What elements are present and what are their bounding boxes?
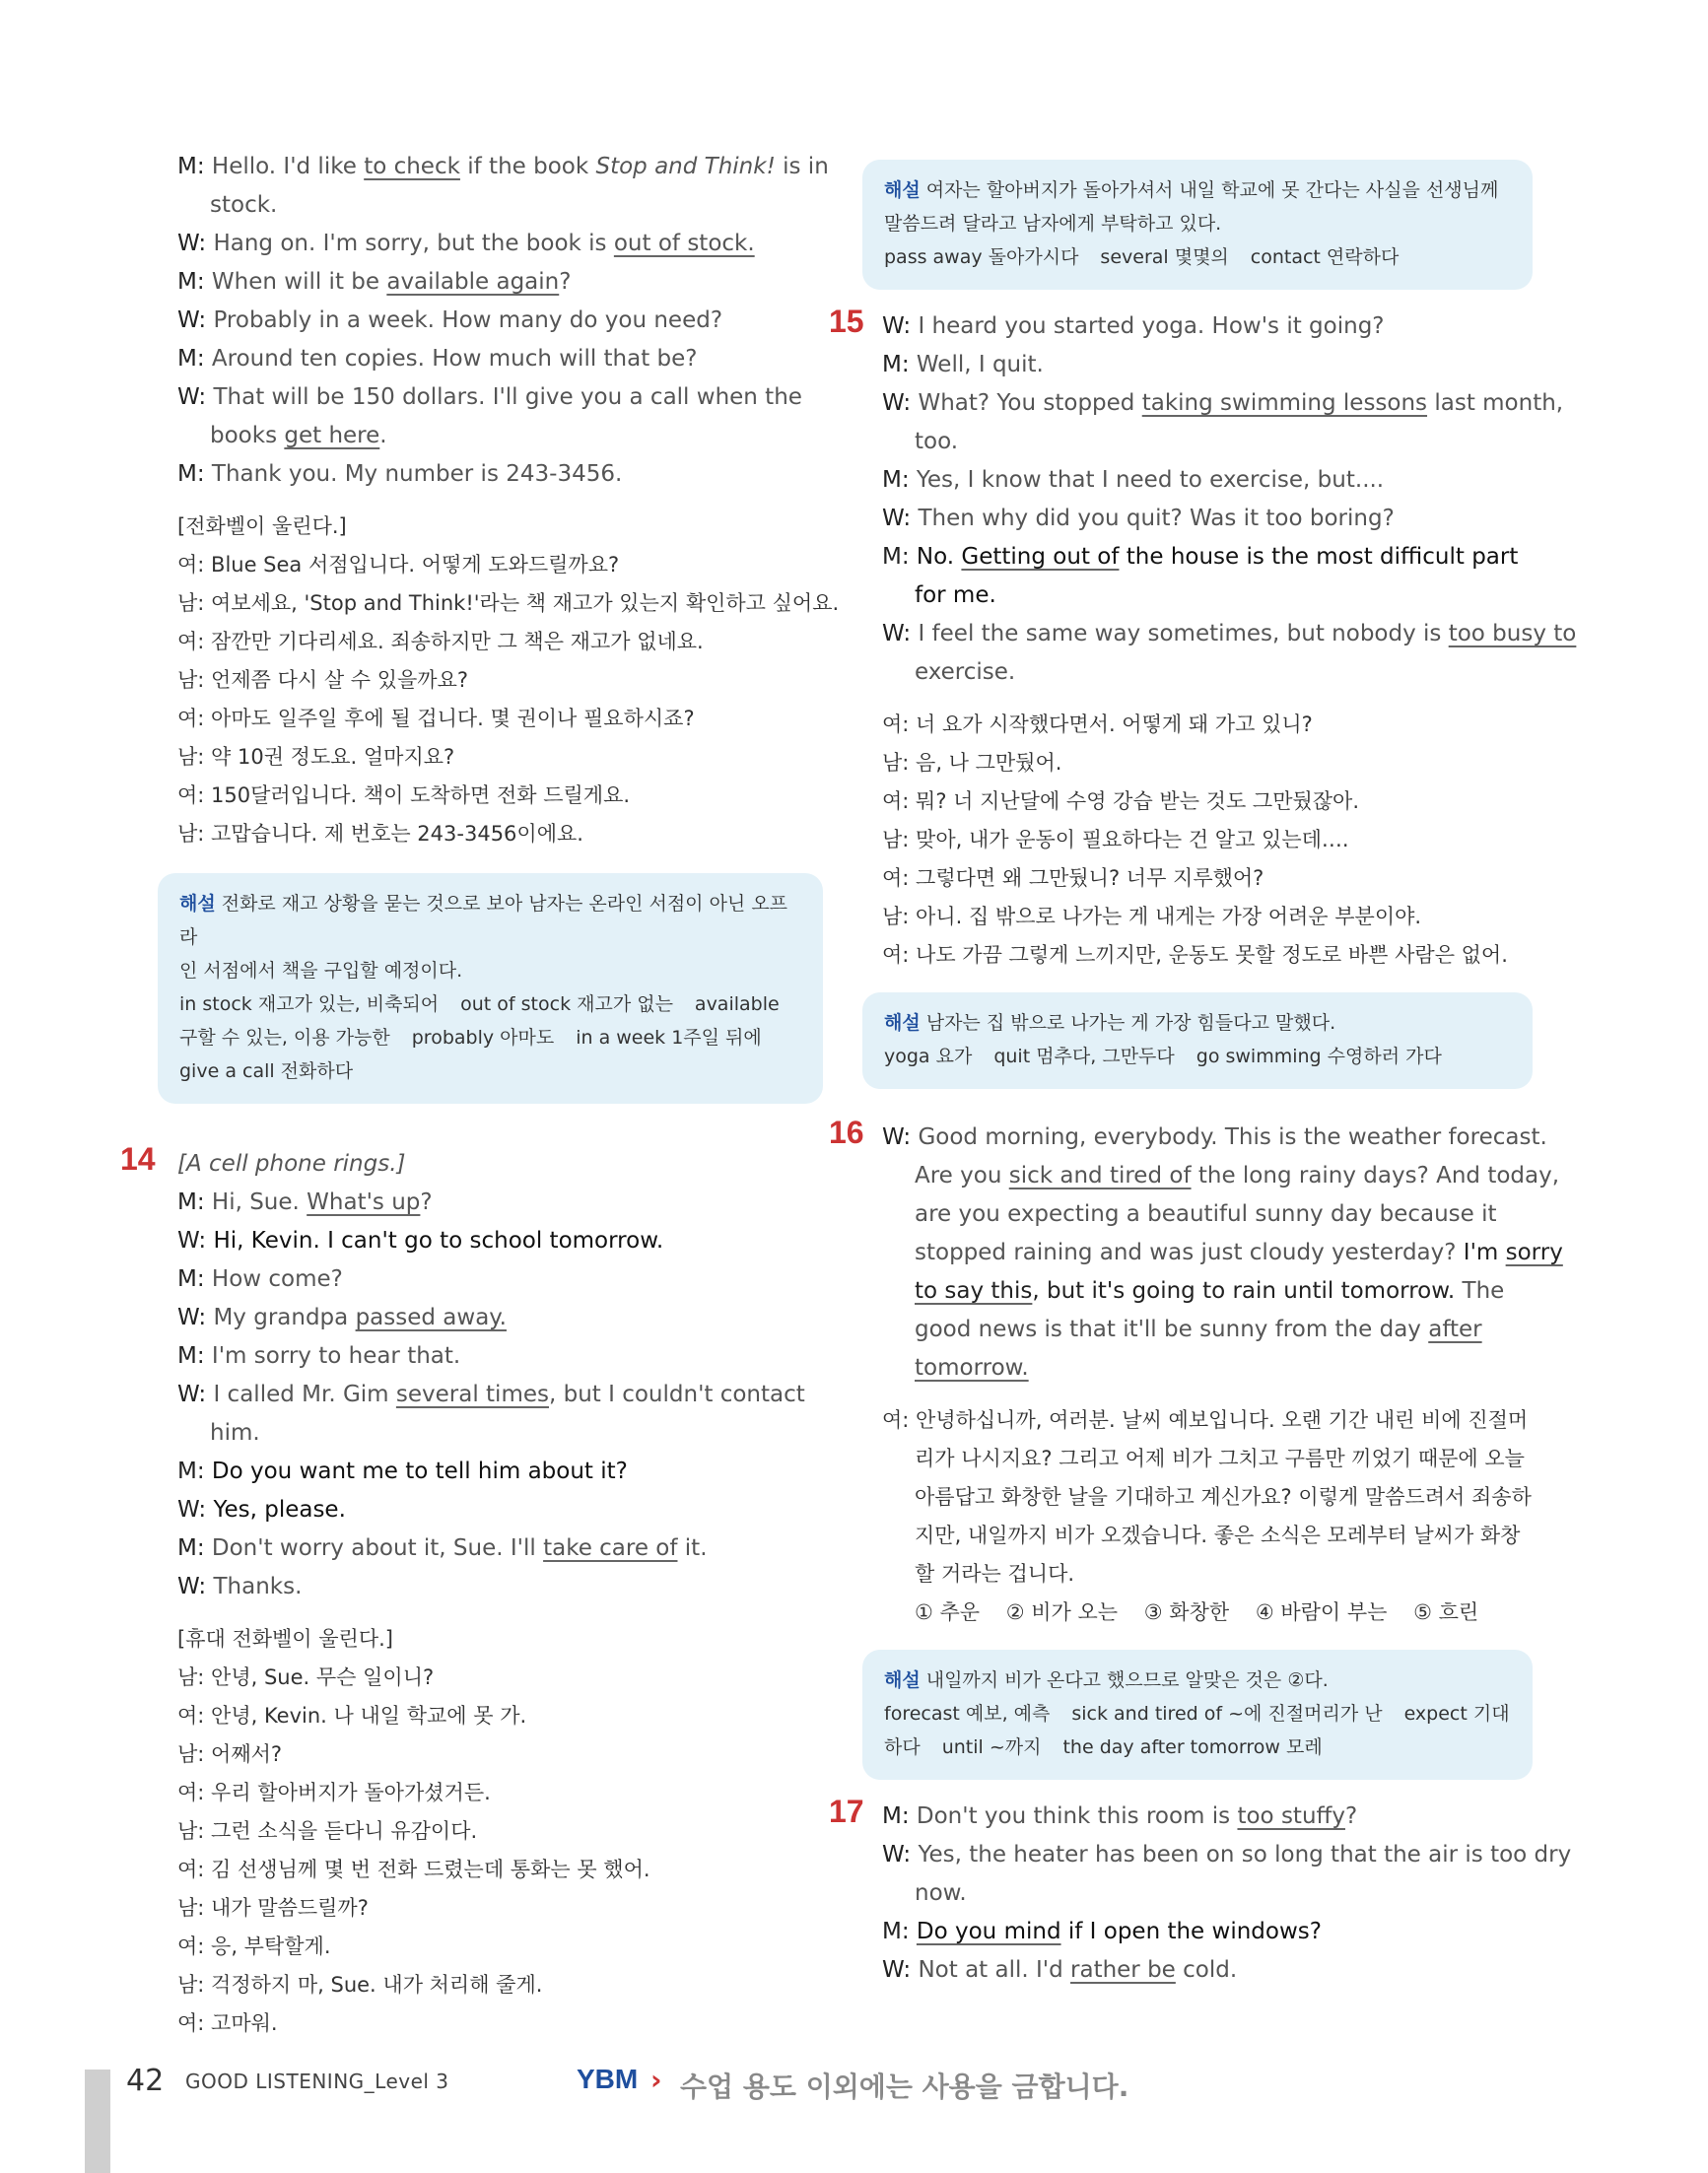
translation-line: 남: 아니. 집 밖으로 나가는 게 내게는 가장 어려운 부분이야. xyxy=(882,905,1422,928)
translation-line: 여: Blue Sea 서점입니다. 어떻게 도와드릴까요? xyxy=(177,553,620,577)
dialog-line: stopped raining and was just cloudy yesterday? I'm sorry xyxy=(915,1240,1563,1265)
dialog-line: W: Thanks. xyxy=(177,1574,303,1599)
dialog-line: M: No. Getting out of the house is the most difficult part xyxy=(882,544,1519,570)
translation-line: 여: 안녕, Kevin. 나 내일 학교에 못 가. xyxy=(177,1704,527,1728)
dialog-line: W: Good morning, everybody. This is the weather forecast. xyxy=(882,1124,1547,1150)
dialog-line: W: What? You stopped taking swimming lessons last month, xyxy=(882,390,1564,416)
explanation-box: 해설 내일까지 비가 온다고 했으므로 알맞은 것은 ②다. forecast 예보, 예측 sick and tired of ~에 진절머리가 난 expect 기대 하다 until ~까지 the day after tomorrow 모레 xyxy=(862,1650,1533,1780)
dialog-line: M: Don't worry about it, Sue. I'll take care of it. xyxy=(177,1535,708,1561)
dialog-line: for me. xyxy=(915,582,996,608)
vocab-list: forecast 예보, 예측 sick and tired of ~에 진절머리가 난 expect 기대 xyxy=(884,1703,1510,1725)
dialog-line: M: Don't you think this room is too stuffy? xyxy=(882,1803,1358,1829)
choice-4: ④ 바람이 부는 xyxy=(1255,1600,1388,1624)
dialog-line: M: How come? xyxy=(177,1266,343,1292)
translation-line: 리가 나시지요? 그리고 어제 비가 그치고 구름만 끼었기 때문에 오늘 xyxy=(915,1447,1525,1470)
translation-line: 여: 그렇다면 왜 그만뒀니? 너무 지루했어? xyxy=(882,866,1264,890)
translation-line: 여: 김 선생님께 몇 번 전화 드렸는데 통화는 못 했어. xyxy=(177,1858,650,1881)
translation-line: 남: 약 10권 정도요. 얼마지요? xyxy=(177,745,455,769)
translation-line: 남: 음, 나 그만뒀어. xyxy=(882,751,1062,775)
explanation-box: 해설 여자는 할아버지가 돌아가셔서 내일 학교에 못 간다는 사실을 선생님께 말씀드려 달라고 남자에게 부탁하고 있다. pass away 돌아가시다 several 몇몇의 contact 연락하다 xyxy=(862,160,1533,290)
footer-bar xyxy=(85,2070,110,2173)
right-column xyxy=(829,160,1577,1990)
dialog-line: M: I'm sorry to hear that. xyxy=(177,1343,461,1369)
translation-line: 남: 어째서? xyxy=(177,1742,283,1766)
dialog-line: W: I heard you started yoga. How's it going? xyxy=(882,313,1385,339)
translation-line: 여: 나도 가끔 그렇게 느끼지만, 운동도 못할 정도로 바쁜 사람은 없어. xyxy=(882,943,1508,967)
page-number: 42 xyxy=(126,2064,165,2098)
dialog-line: M: Hi, Sue. What's up? xyxy=(177,1189,433,1215)
translation-line: 남: 안녕, Sue. 무슨 일이니? xyxy=(177,1665,435,1689)
dialog-line: W: Not at all. I'd rather be cold. xyxy=(882,1957,1238,1983)
dialog-line: M: Well, I quit. xyxy=(882,352,1044,377)
vocab-list: yoga 요가 quit 멈추다, 그만두다 go swimming 수영하러 가다 xyxy=(884,1046,1442,1067)
dialog-line: W: I called Mr. Gim several times, but I couldn't contact xyxy=(177,1382,805,1407)
dialog-line: M: Thank you. My number is 243-3456. xyxy=(177,461,623,487)
book-title: GOOD LISTENING_Level 3 xyxy=(185,2070,449,2093)
explanation-box: 해설 남자는 집 밖으로 나가는 게 가장 힘들다고 말했다. yoga 요가 quit 멈추다, 그만두다 go swimming 수영하러 가다 xyxy=(862,992,1533,1089)
dialog-line: exercise. xyxy=(915,659,1016,685)
dialog-line: M: Hello. I'd like to check if the book Stop and Think! is in xyxy=(177,154,829,179)
translation-line: 여: 너 요가 시작했다면서. 어떻게 돼 가고 있니? xyxy=(882,713,1313,736)
translation-line: 여: 응, 부탁할게. xyxy=(177,1935,331,1958)
dialog-line: M: Around ten copies. How much will that be? xyxy=(177,346,698,372)
translation-line: 남: 언제쯤 다시 살 수 있을까요? xyxy=(177,668,469,692)
dialog-line: W: That will be 150 dollars. I'll give you a call when the xyxy=(177,384,802,410)
explanation-label: 해설 xyxy=(179,893,216,915)
translation-line: 여: 뭐? 너 지난달에 수영 강습 받는 것도 그만뒀잖아. xyxy=(882,789,1360,813)
translation-line: 여: 고마워. xyxy=(177,2011,278,2035)
translation-line: [휴대 전화벨이 울린다.] xyxy=(177,1627,393,1651)
dialog-line: W: My grandpa passed away. xyxy=(177,1305,507,1330)
dialog-line: good news is that it'll be sunny from the day after xyxy=(915,1317,1482,1342)
answer-choices xyxy=(882,1594,1533,1632)
question-number: 16 xyxy=(829,1115,864,1150)
dialog-line: W: Then why did you quit? Was it too boring? xyxy=(882,506,1395,531)
dialog-line: books get here. xyxy=(210,423,387,448)
usage-notice: 수업 용도 이외에는 사용을 금합니다. xyxy=(680,2071,1129,2103)
dialog-line: M: Yes, I know that I need to exercise, but.... xyxy=(882,467,1385,493)
choice-5: ⑤ 흐린 xyxy=(1413,1600,1479,1624)
dialog-line: W: Hi, Kevin. I can't go to school tomorrow. xyxy=(177,1228,664,1254)
brand-logo: YBM xyxy=(577,2064,639,2094)
translation-line: 여: 아마도 일주일 후에 될 겁니다. 몇 권이나 필요하시죠? xyxy=(177,707,695,730)
left-column xyxy=(120,148,840,2043)
translation-line: 여: 잠깐만 기다리세요. 죄송하지만 그 책은 재고가 없네요. xyxy=(177,630,704,653)
question-number: 15 xyxy=(829,304,864,339)
choice-3: ③ 화창한 xyxy=(1143,1600,1230,1624)
translation-line: 여: 우리 할아버지가 돌아가셨거든. xyxy=(177,1781,491,1804)
choice-1: ① 추운 xyxy=(915,1600,981,1624)
translation-line: 할 거라는 겁니다. xyxy=(915,1562,1075,1586)
translation-line: 남: 고맙습니다. 제 번호는 243-3456이에요. xyxy=(177,822,583,846)
translation-line: 남: 걱정하지 마, Sue. 내가 처리해 줄게. xyxy=(177,1973,543,1997)
question-number: 17 xyxy=(829,1794,864,1829)
dialog-line: W: Yes, the heater has been on so long that the air is too dry xyxy=(882,1842,1572,1867)
question-number: 14 xyxy=(120,1141,156,1177)
translation-line: 여: 150달러입니다. 책이 도착하면 전화 드릴게요. xyxy=(177,783,631,807)
explanation-label: 해설 xyxy=(884,1669,921,1691)
translation-line: 남: 여보세요, 'Stop and Think!'라는 책 재고가 있는지 확인하고 싶어요. xyxy=(177,591,840,615)
dialog-line: M: Do you want me to tell him about it? xyxy=(177,1459,628,1484)
stage-direction: [A cell phone rings.] xyxy=(177,1151,406,1177)
translation-line: [전화벨이 울린다.] xyxy=(177,514,347,538)
explanation-label: 해설 xyxy=(884,1012,921,1034)
dialog-line: M: When will it be available again? xyxy=(177,269,572,295)
dialog-line: W: Probably in a week. How many do you need? xyxy=(177,307,723,333)
dialog-line: W: Yes, please. xyxy=(177,1497,346,1523)
dialog-line: too. xyxy=(915,429,959,454)
dialog-line: W: Hang on. I'm sorry, but the book is out of stock. xyxy=(177,231,755,256)
dialog-line: now. xyxy=(915,1880,967,1906)
vocab-list: pass away 돌아가시다 several 몇몇의 contact 연락하다 xyxy=(884,246,1400,268)
explanation-box: 해설 전화로 재고 상황을 묻는 것으로 보아 남자는 온라인 서점이 아닌 오프라 인 서점에서 책을 구입할 예정이다. in stock 재고가 있는, 비축되어 out of stock 재고가 없는 available 구할 수 있는, 이용 가능한 probably 아마도 in a week 1주일 뒤에 give a call 전화하다 xyxy=(158,873,823,1104)
dialog-line: him. xyxy=(210,1420,260,1446)
translation-line: 여: 안녕하십니까, 여러분. 날씨 예보입니다. 오랜 기간 내린 비에 진절머 xyxy=(882,1408,1529,1432)
dialog-line: W: I feel the same way sometimes, but nobody is too busy to xyxy=(882,621,1577,646)
translation-line: 남: 내가 말씀드릴까? xyxy=(177,1896,369,1920)
choice-2: ② 비가 오는 xyxy=(1005,1600,1119,1624)
chevron-right-icon: › xyxy=(650,2064,662,2096)
translation-line: 아름답고 화창한 날을 기대하고 계신가요? 이렇게 말씀드려서 죄송하 xyxy=(915,1485,1532,1509)
dialog-line: M: Do you mind if I open the windows? xyxy=(882,1919,1322,1944)
translation-line: 남: 맞아, 내가 운동이 필요하다는 건 알고 있는데…. xyxy=(882,828,1349,851)
dialog-line: Are you sick and tired of the long rainy days? And today, xyxy=(915,1163,1560,1188)
dialog-line: are you expecting a beautiful sunny day because it xyxy=(915,1201,1497,1227)
translation-line: 남: 그런 소식을 듣다니 유감이다. xyxy=(177,1819,478,1843)
dialog-line: stock. xyxy=(210,192,278,218)
explanation-label: 해설 xyxy=(884,179,921,201)
translation-line: 지만, 내일까지 비가 오겠습니다. 좋은 소식은 모레부터 날씨가 화창 xyxy=(915,1524,1521,1547)
dialog-line: to say this, but it's going to rain until tomorrow. The xyxy=(915,1278,1505,1304)
vocab-list: in stock 재고가 있는, 비축되어 out of stock 재고가 없는 available xyxy=(179,993,780,1015)
dialog-line: tomorrow. xyxy=(915,1355,1029,1381)
